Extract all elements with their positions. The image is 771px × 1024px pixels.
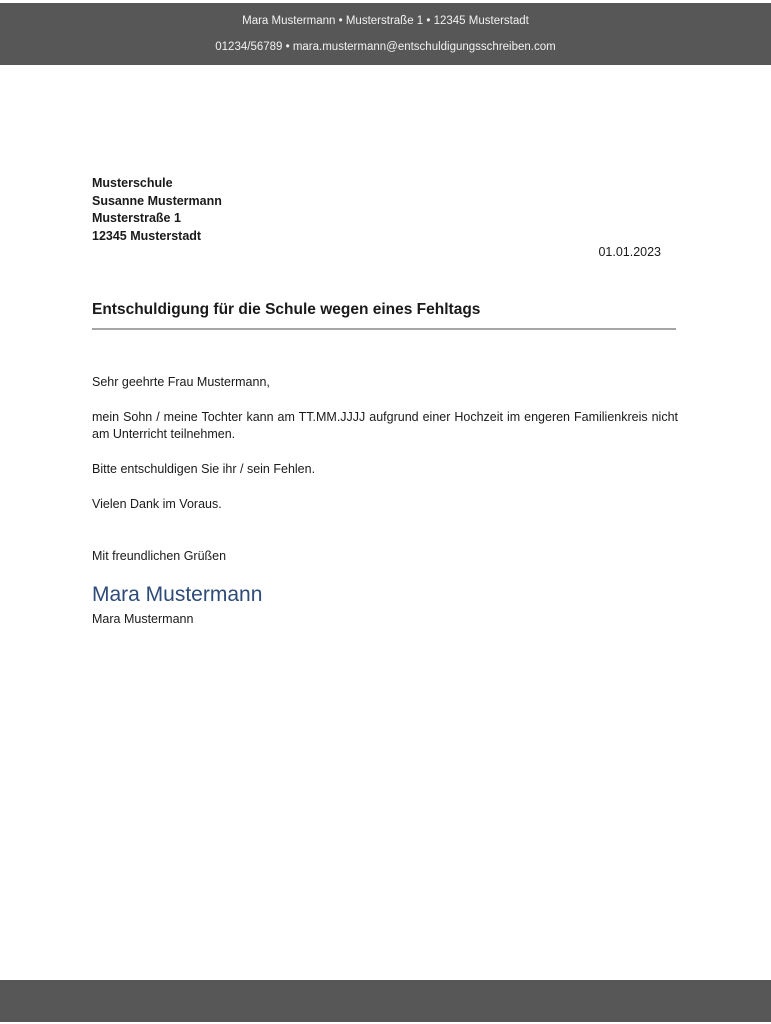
printed-name: Mara Mustermann	[92, 612, 194, 626]
recipient-city: 12345 Musterstadt	[92, 228, 202, 243]
letter-paragraph: Vielen Dank im Voraus.	[92, 497, 222, 511]
footer-band	[0, 980, 771, 1022]
letter-paragraph: mein Sohn / meine Tochter kann am TT.MM.JJJJ aufgrund einer Hochzeit im engeren Familienkreis nicht am Unterricht teilnehmen.	[92, 410, 678, 441]
letter-closing: Mit freundlichen Grüßen	[92, 549, 227, 563]
letter-subject: Entschuldigung für die Schule wegen eines Fehltags	[92, 301, 481, 318]
recipient-street: Musterstraße 1	[92, 211, 181, 225]
letter-date: 01.01.2023	[598, 245, 661, 259]
signature: Mara Mustermann	[92, 583, 263, 606]
sender-address-line: Mara Mustermann • Musterstraße 1 • 12345 Musterstadt	[242, 15, 529, 27]
letter-paragraph: Bitte entschuldigen Sie ihr / sein Fehlen.	[92, 462, 316, 476]
letter-salutation: Sehr geehrte Frau Mustermann,	[92, 375, 270, 389]
subject-divider	[92, 328, 676, 330]
recipient-name: Susanne Mustermann	[92, 193, 222, 208]
sender-contact-line: 01234/56789 • mara.mustermann@entschuldigungsschreiben.com	[215, 41, 556, 53]
recipient-address-block	[92, 175, 222, 245]
recipient-school: Musterschule	[92, 176, 173, 190]
sender-header-band	[0, 3, 771, 65]
